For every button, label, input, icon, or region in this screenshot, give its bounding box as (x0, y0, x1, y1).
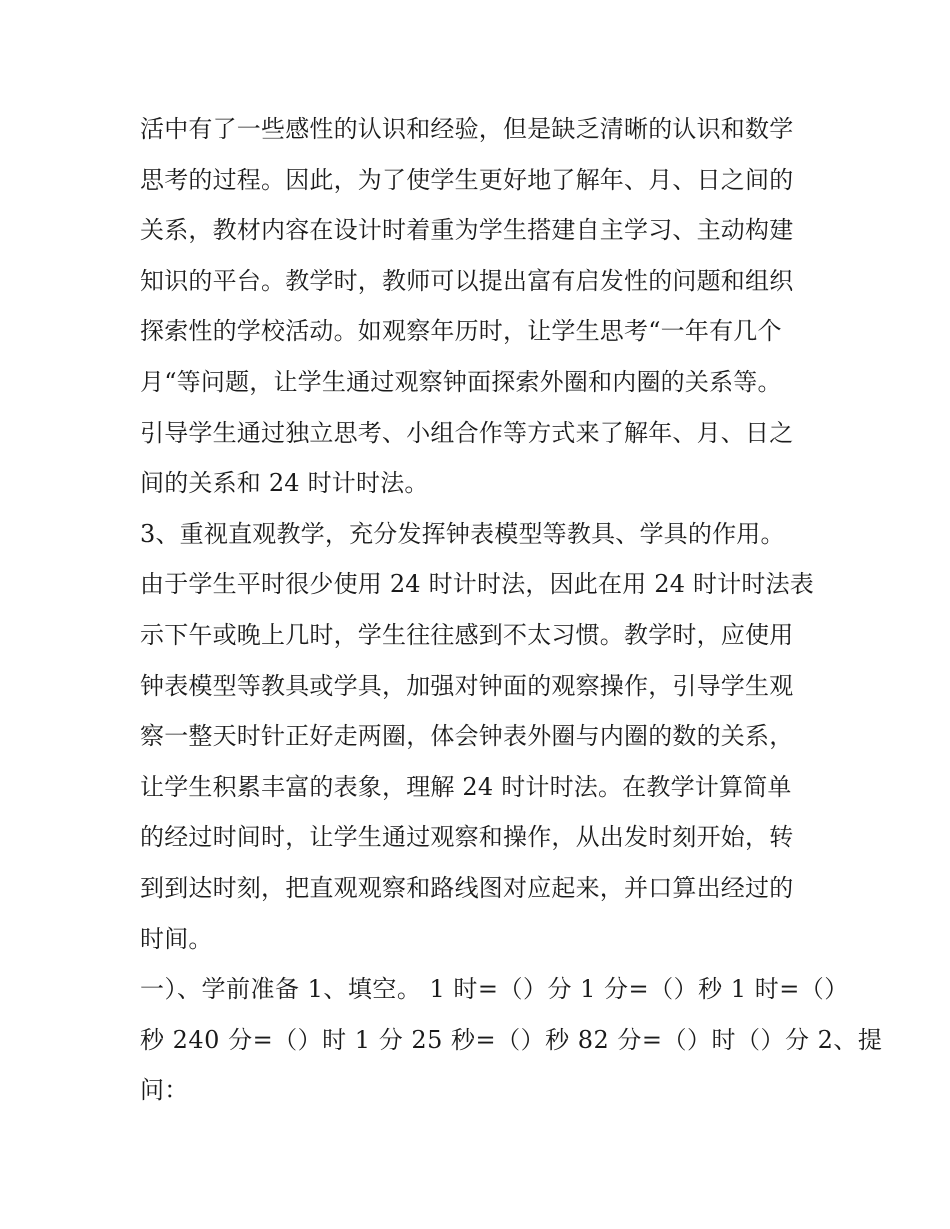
text-line: 到到达时刻，把直观观察和路线图对应起来，并口算出经过的 (140, 873, 794, 902)
text-line: 由于学生平时很少使用 24 时计时法，因此在用 24 时计时法表 (140, 570, 814, 599)
text-line: 活中有了一些感性的认识和经验，但是缺乏清晰的认识和数学 (140, 115, 794, 143)
text-line: 问： (140, 1076, 189, 1105)
body-text (140, 104, 883, 1116)
text-line: 月“等问题，让学生通过观察钟面探索外圈和内圈的关系等。 (140, 367, 782, 396)
exercise-line: 一）、学前准备 1、填空。 1 时=（）分 1 分=（）秒 1 时=（） (140, 975, 849, 1004)
text-line: 思考的过程。因此，为了使学生更好地了解年、月、日之间的 (140, 165, 794, 194)
text-line: 时间。 (140, 924, 213, 953)
text-line: 关系，教材内容在设计时着重为学生搭建自主学习、主动构建 (140, 216, 794, 245)
exercise-line: 秒 240 分=（）时 1 分 25 秒=（）秒 82 分=（）时（）分 2、提 (140, 1025, 883, 1054)
text-line: 间的关系和 24 时计时法。 (140, 469, 429, 498)
text-line: 探索性的学校活动。如观察年历时，让学生思考“一年有几个 (140, 317, 782, 346)
section-heading-line: 3、重视直观教学，充分发挥钟表模型等教具、学具的作用。 (140, 519, 785, 548)
text-line: 的经过时间时，让学生通过观察和操作，从出发时刻开始，转 (140, 823, 794, 852)
text-line: 引导学生通过独立思考、小组合作等方式来了解年、月、日之 (140, 418, 794, 447)
text-line: 示下午或晚上几时，学生往往感到不太习惯。教学时，应使用 (140, 620, 794, 649)
text-line: 知识的平台。教学时，教师可以提出富有启发性的问题和组织 (140, 266, 794, 295)
text-line: 察一整天时针正好走两圈，体会钟表外圈与内圈的数的关系， (140, 722, 794, 751)
text-line: 让学生积累丰富的表象，理解 24 时计时法。在教学计算简单 (140, 772, 792, 801)
text-line: 钟表模型等教具或学具，加强对钟面的观察操作，引导学生观 (140, 671, 794, 700)
